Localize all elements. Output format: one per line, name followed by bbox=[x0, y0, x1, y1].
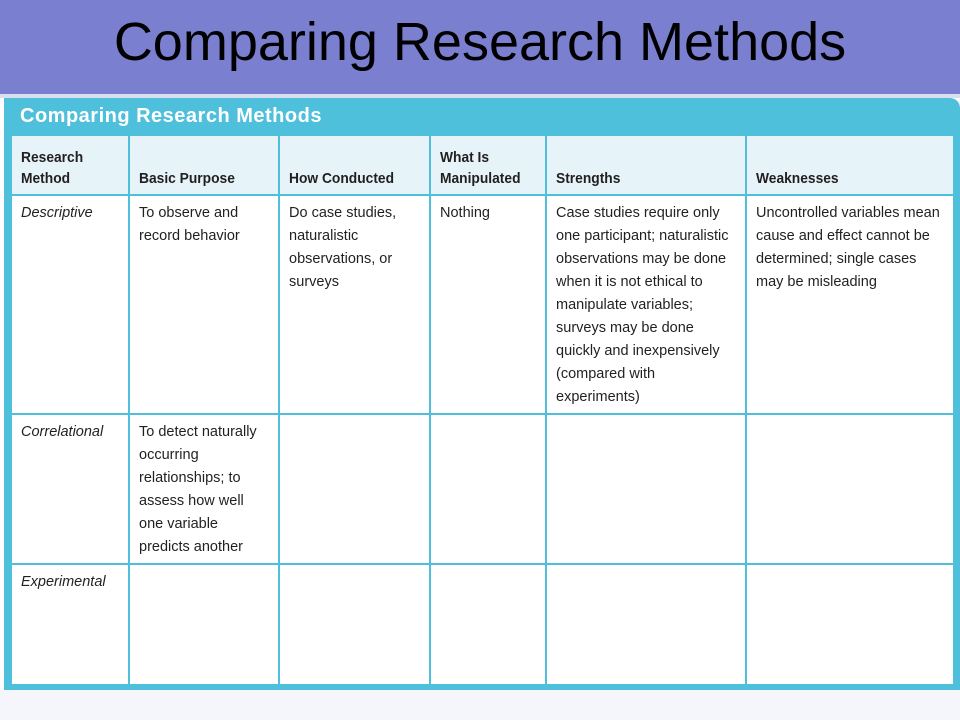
cell-weaknesses: Uncontrolled variables mean cause and effect cannot be determined; single cases may be misleading bbox=[746, 195, 954, 414]
cell-weaknesses bbox=[746, 564, 954, 692]
cell-method: Experimental bbox=[11, 564, 129, 692]
cell-method: Descriptive bbox=[11, 195, 129, 414]
header-what-is-manipulated bbox=[430, 135, 546, 195]
cell-strengths: Case studies require only one participant; naturalistic observations may be done when it is not ethical to manipulate variables; surveys may be done quickly and inexpensively (compared with experiments) bbox=[546, 195, 746, 414]
cell-purpose: To observe and record behavior bbox=[129, 195, 279, 414]
bottom-strip bbox=[0, 690, 960, 720]
header-label: Research Method bbox=[21, 149, 84, 187]
table-row-descriptive bbox=[11, 195, 954, 414]
header-research-method bbox=[11, 135, 129, 195]
header-strengths bbox=[546, 135, 746, 195]
title-bar bbox=[0, 0, 960, 94]
cell-purpose: To detect naturally occurring relationships; to assess how well one variable predicts another bbox=[129, 414, 279, 564]
header-label: Basic Purpose bbox=[139, 170, 235, 187]
table-row-experimental bbox=[11, 564, 954, 692]
cell-manipulated bbox=[430, 414, 546, 564]
cell-manipulated: Nothing bbox=[430, 195, 546, 414]
cell-strengths bbox=[546, 564, 746, 692]
header-label: Strengths bbox=[556, 170, 621, 187]
header-weaknesses bbox=[746, 135, 954, 195]
table-row-correlational bbox=[11, 414, 954, 564]
cell-conducted bbox=[279, 414, 430, 564]
header-label: Weaknesses bbox=[756, 170, 839, 187]
slide-title: Comparing Research Methods bbox=[113, 12, 847, 72]
panel-title: Comparing Research Methods bbox=[20, 105, 322, 127]
cell-conducted bbox=[279, 564, 430, 692]
cell-method: Correlational bbox=[11, 414, 129, 564]
research-methods-table bbox=[10, 134, 955, 693]
header-basic-purpose bbox=[129, 135, 279, 195]
header-label: What Is Manipulated bbox=[440, 149, 521, 187]
cell-purpose bbox=[129, 564, 279, 692]
header-label: How Conducted bbox=[289, 170, 395, 187]
cell-weaknesses bbox=[746, 414, 954, 564]
table-container bbox=[10, 134, 953, 684]
table-panel bbox=[4, 98, 960, 690]
cell-strengths bbox=[546, 414, 746, 564]
header-how-conducted bbox=[279, 135, 430, 195]
cell-manipulated bbox=[430, 564, 546, 692]
table-header-row bbox=[11, 135, 954, 195]
cell-conducted: Do case studies, naturalistic observations, or surveys bbox=[279, 195, 430, 414]
